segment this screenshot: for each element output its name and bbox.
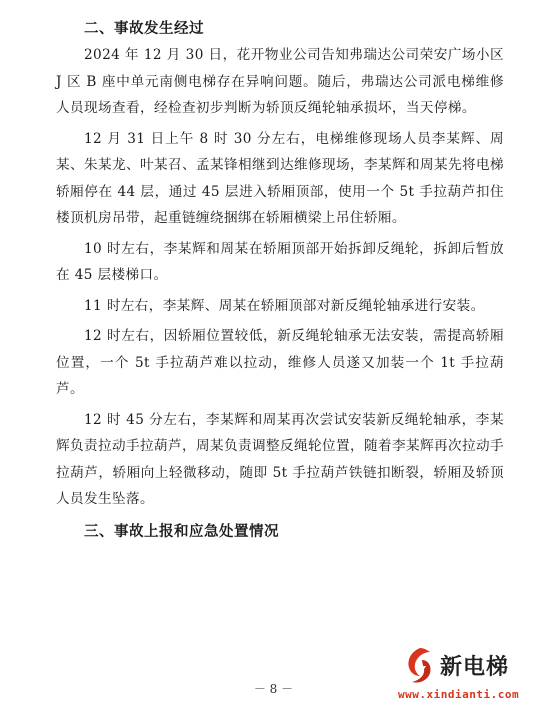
page-number: － 8 －: [253, 682, 294, 696]
watermark-url: www.xindianti.com: [398, 688, 520, 701]
watermark-title: 新电梯: [440, 655, 510, 680]
paragraph-5: 12 时左右，因轿厢位置较低，新反绳轮轴承无法安装，需提高轿厢位置，一个 5t 手拉葫芦难以拉动，维修人员遂又加装一个 1t 手拉葫芦。: [56, 328, 504, 397]
paragraph-6: 12 时 45 分左右，李某辉和周某再次尝试安装新反绳轮轴承，李某辉负责拉动手拉葫芦，周某负责调整反绳轮位置，随着李某辉再次拉动手拉葫芦，轿厢向上轻微移动，随即 5t 手拉葫芦铁链扣断裂，轿厢及轿顶人员发生坠落。: [56, 411, 504, 507]
section-heading-reporting: 三、事故上报和应急处置情况: [84, 523, 279, 540]
paragraph-2: 12 月 31 日上午 8 时 30 分左右，电梯维修现场人员李某辉、周某、朱某龙、叶某召、孟某锋相继到达维修现场，李某辉和周某先将电梯轿厢停在 44 层，通过 45 层进入轿厢顶部，使用一个 5t 手拉葫芦扣住楼顶机房吊带，起重链缠绕捆绑在轿厢横梁上吊住轿厢。: [56, 130, 504, 226]
paragraph-1: 2024 年 12 月 30 日，花开物业公司告知弗瑞达公司荣安广场小区 J 区 B 座中单元南侧电梯存在异响问题。随后，弗瑞达公司派电梯维修人员现场查看，经检查初步判断为轿顶反绳轮轴承损坏，当天停梯。: [56, 47, 504, 116]
document-body: [56, 16, 504, 545]
site-watermark: [396, 646, 546, 708]
section-heading-accident-process: 二、事故发生经过: [84, 21, 204, 37]
paragraph-4: 11 时左右，李某辉、周某在轿厢顶部对新反绳轮轴承进行安装。: [84, 297, 485, 314]
paragraph-3: 10 时左右，李某辉和周某在轿厢顶部开始拆卸反绳轮，拆卸后暂放在 45 层楼梯口。: [56, 240, 504, 283]
elevator-logo-icon: [402, 646, 436, 686]
